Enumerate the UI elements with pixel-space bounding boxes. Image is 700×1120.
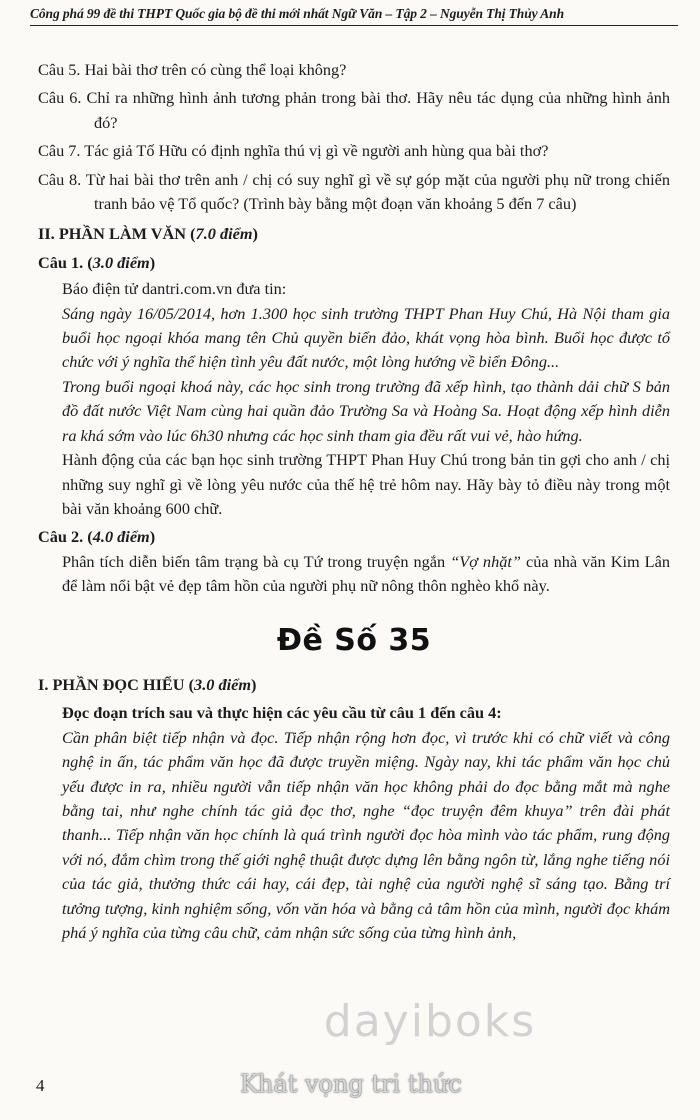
reading-passage: Cần phân biệt tiếp nhận và đọc. Tiếp nhận rộng hơn đọc, vì trước khi có chữ viết và công nghệ in ấn, tác phẩm văn học đã được truyền miệng. Ngày nay, khi tác phẩm văn học chủ yếu được in ra, nhiều người vẫn tiếp nhận văn học không phải do đọc bằng mắt mà nghe bằng tai, như nghe chính tác giả đọc thơ, nghe “đọc truyện đêm khuya” trên đài phát thanh... Tiếp nhận văn học chính là quá trình người đọc hòa mình vào tác phẩm, rung động với nó, đắm chìm trong thế giới nghệ thuật được dựng lên bằng ngôn từ, lắng nghe tiếng nói của tác giả, thưởng thức cái hay, cái đẹp, tài nghệ của người nghệ sĩ sáng tạo. Bằng trí tưởng tượng, kinh nghiệm sống, vốn văn hóa và bằng cả tâm hồn của mình, người đọc khám phá ý nghĩa của từng câu chữ, cảm nhận sức sống của từng hình ảnh, [62,727,670,942]
news-source-intro: Báo điện tử dantri.com.vn đưa tin: [62,279,287,299]
question-8 [38,168,670,217]
page-body [38,58,670,945]
question-6 [38,86,670,135]
section-points: 3.0 điểm [194,674,252,694]
section-heading-writing: II. PHẦN LÀM VĂN (7.0 điểm) [38,224,258,244]
news-quote-paragraph-2: Trong buổi ngoại khoá này, các học sinh trong trường đã xếp hình, tạo thành dải chữ S bản đồ đất nước Việt Nam cùng hai quần đảo Trường Sa và Hoàng Sa. Hoạt động xếp hình diễn ra khá sớm vào lúc 6h30 nhưng các học sinh tham gia đều rất vui vẻ, hào hứng. [62,376,670,445]
exam-title: Đề Số 35 [276,622,432,658]
question-number: Câu 8. [38,169,82,189]
news-quote-paragraph-1: Sáng ngày 16/05/2014, hơn 1.300 học sinh trường THPT Phan Huy Chú, Hà Nội tham gia buổi học ngoại khóa mang tên Chủ quyền biển đảo, khát vọng hòa bình. Buổi học được tổ chức với ý nghĩa thể hiện tình yêu đất nước, một lòng hướng về biển Đông... [62,303,670,372]
running-header: Công phá 99 đề thi THPT Quốc gia bộ đề thi mới nhất Ngữ Văn – Tập 2 – Nguyễn Thị Thủy Anh [30,6,678,26]
question-text: Từ hai bài thơ trên anh / chị có suy nghĩ gì về sự góp mặt của người phụ nữ trong chiến tranh bảo vệ Tổ quốc? (Trình bày bằng một đoạn văn khoảng 5 đến 7 câu) [85,169,671,214]
question-text: Hai bài thơ trên có cùng thể loại không? [84,60,347,79]
watermark-slogan: Khát vọng tri thức [240,1070,462,1098]
work-title: “Vợ nhặt” [450,551,521,571]
question-points: 4.0 điểm [92,527,150,547]
question-5 [38,58,670,82]
question-points: 3.0 điểm [92,252,150,272]
reading-instruction: Đọc đoạn trích sau và thực hiện các yêu cầu từ câu 1 đến câu 4: [62,703,502,723]
question-number: Câu 7. [38,141,81,161]
essay-question-1-heading: Câu 1. (3.0 điểm) [38,252,156,272]
section-points: 7.0 điểm [195,224,253,244]
page-number: 4 [36,1076,45,1095]
question-text: Chỉ ra những hình ảnh tương phản trong bài thơ. Hãy nêu tác dụng của những hình ảnh đó? [86,88,670,132]
question-7 [38,139,670,163]
essay-task-1: Hành động của các bạn học sinh trường THPT Phan Huy Chú trong bản tin gợi cho anh / chị những suy nghĩ gì về lòng yêu nước của thế hệ trẻ hôm nay. Hãy bày tỏ điều này trong một bài văn khoảng 600 chữ. [62,450,670,518]
section-heading-reading: I. PHẦN ĐỌC HIỂU (3.0 điểm) [38,674,257,694]
essay-question-2-heading: Câu 2. (4.0 điểm) [38,527,156,547]
watermark-logo: dayiboks [323,996,537,1047]
question-text: Tác giả Tố Hữu có định nghĩa thú vị gì về người anh hùng qua bài thơ? [84,141,549,161]
question-number: Câu 5. [38,60,81,79]
question-number: Câu 6. [38,88,82,108]
essay-task-2: Phân tích diễn biến tâm trạng bà cụ Tứ trong truyện ngắn “Vợ nhặt” của nhà văn Kim Lân để làm nổi bật vẻ đẹp tâm hồn của người phụ nữ nông thôn nghèo khổ này. [62,551,670,596]
